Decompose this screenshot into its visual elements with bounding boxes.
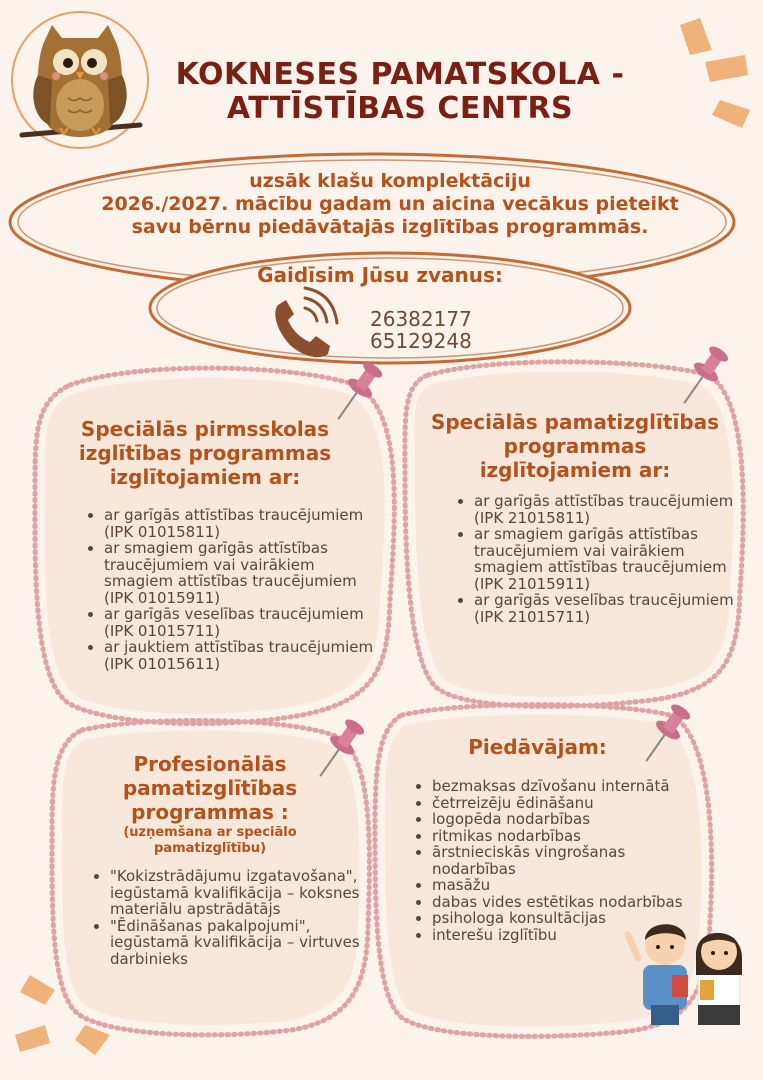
list-item: • bezmaksas dzīvošanu internātā <box>432 778 702 795</box>
vocational-title: Profesionālās pamatizglītības programmas : <box>122 752 298 824</box>
list-item: • psihologa konsultācijas <box>432 910 702 927</box>
intro-text <box>60 170 720 239</box>
intro-line-3: savu bērnu piedāvātajās izglītības programmās. <box>131 216 649 238</box>
list-item: • interešu izglītību <box>432 927 702 944</box>
owl-icon <box>22 25 140 137</box>
list-item: • ar smagiem garīgās attīstības traucējumiem vai vairākiem smagiem attīstības traucējumiem (IPK 01015911) <box>104 540 384 606</box>
phone-number-1[interactable]: 26382177 <box>370 307 472 331</box>
list-item: • ar garīgās veselības traucējumiem (IPK 01015711) <box>104 606 384 639</box>
vocational-list <box>88 868 360 967</box>
basic-list <box>452 493 744 625</box>
list-item: • ar garīgās attīstības traucējumiem (IPK 21015811) <box>474 493 744 526</box>
vocational-note: (uzņemšana ar speciālo pamatizglītību) <box>123 825 297 856</box>
list-item: • "Ēdināšanas pakalpojumi", iegūstamā kvalifikācija – virtuves darbinieks <box>110 918 360 968</box>
phone-numbers <box>370 308 472 352</box>
list-item: • "Kokizstrādājumu izgatavošana", iegūstamā kvalifikācija – koksnes materiālu apstrādātājs <box>110 868 360 918</box>
list-item: • masāžu <box>432 877 702 894</box>
title-line-2: ATTĪSTĪBAS CENTRS <box>226 91 574 126</box>
list-item: • ar garīgās veselības traucējumiem (IPK 21015711) <box>474 592 744 625</box>
basic-title: Speciālās pamatizglītības programmas izglītojamiem ar: <box>430 410 720 482</box>
intro-line-2: 2026./2027. mācību gadam un aicina vecākus pieteikt <box>101 193 679 215</box>
list-item: • ritmikas nodarbības <box>432 828 702 845</box>
list-item: • ar jauktiem attīstības traucējumiem (IPK 01015611) <box>104 639 384 672</box>
preschool-list <box>82 507 384 672</box>
offer-title: Piedāvājam: <box>468 735 607 759</box>
phone-number-2[interactable]: 65129248 <box>370 329 472 353</box>
list-item: • logopēda nodarbības <box>432 811 702 828</box>
offer-list <box>410 778 702 943</box>
list-item: • ar garīgās attīstības traucējumiem (IPK 01015811) <box>104 507 384 540</box>
list-item: • dabas vides estētikas nodarbības <box>432 894 702 911</box>
list-item: • četrreizēju ēdināšanu <box>432 795 702 812</box>
intro-line-1: uzsāk klašu komplektāciju <box>249 170 531 192</box>
list-item: • ar smagiem garīgās attīstības traucējumiem vai vairākiem smagiem attīstības traucējumiem (IPK 21015911) <box>474 526 744 592</box>
sunburst-decoration <box>680 18 750 128</box>
call-heading: Gaidīsim Jūsu zvanus: <box>257 263 503 287</box>
title-line-1: KOKNESES PAMATSKOLA - <box>175 57 625 92</box>
preschool-title: Speciālās pirmsskolas izglītības programmas izglītojamiem ar: <box>78 417 332 489</box>
list-item: • ārstnieciskās vingrošanas nodarbības <box>432 844 702 877</box>
page-title <box>150 58 650 126</box>
